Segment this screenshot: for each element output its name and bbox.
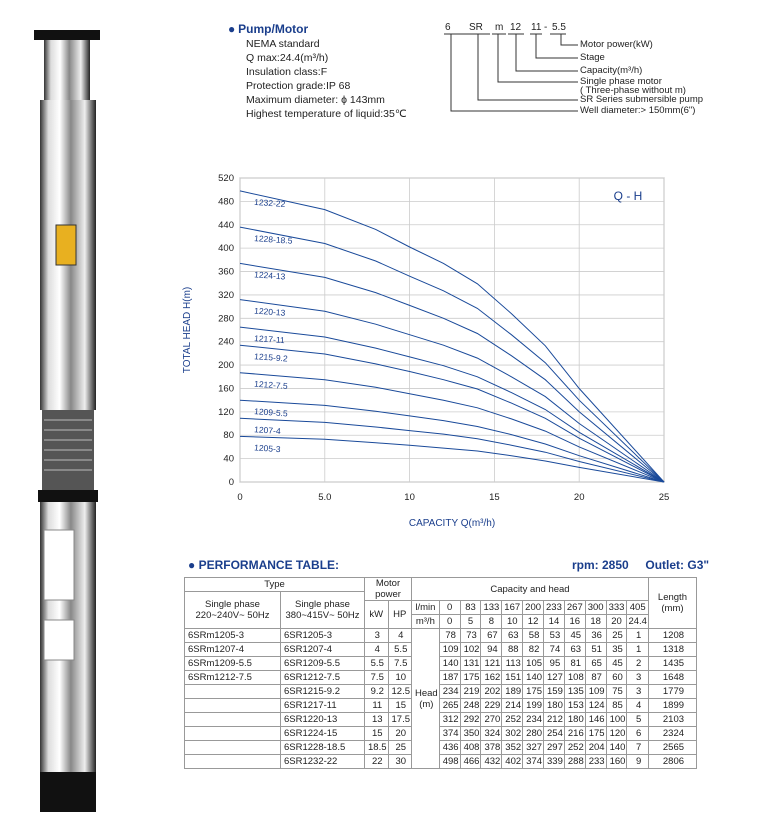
head-cell: 408: [460, 741, 481, 755]
length-cell: 1899: [648, 699, 696, 713]
head-cell: 63: [502, 629, 523, 643]
head-cell: 252: [564, 741, 585, 755]
head-cell: 352: [502, 741, 523, 755]
head-cell: 4: [627, 699, 649, 713]
spec-block: [228, 22, 407, 121]
code-label: Motor power(kW): [580, 39, 653, 50]
bullet-icon: ●: [228, 22, 236, 36]
series-label: 1212-7.5: [253, 378, 289, 392]
model-single: 6SRm1205-3: [185, 629, 281, 643]
qh-chart: [178, 170, 698, 530]
table-row: [185, 713, 697, 727]
m3h-cell: 16: [564, 615, 585, 629]
lmin-cell: 300: [585, 601, 606, 615]
head-cell: 58: [523, 629, 544, 643]
series-label: 1228-18.5: [253, 233, 293, 246]
spec-line: Highest temperature of liquid:35℃: [246, 108, 407, 120]
th-m3h: m³/h: [412, 615, 440, 629]
th-type: Type: [185, 578, 365, 592]
table-row: [185, 755, 697, 769]
th-lmin: l/min: [412, 601, 440, 615]
series-label: 1205-3: [253, 442, 281, 455]
head-cell: 212: [544, 713, 565, 727]
code-part: 5.5: [552, 22, 566, 33]
lmin-cell: 233: [544, 601, 565, 615]
rpm-text: rpm: 2850: [572, 558, 629, 572]
model-single: 6SRm1209-5.5: [185, 657, 281, 671]
model-three: 6SR1228-18.5: [281, 741, 365, 755]
head-cell: 292: [460, 713, 481, 727]
head-cell: 95: [544, 657, 565, 671]
head-cell: 324: [481, 727, 502, 741]
head-cell: 402: [502, 755, 523, 769]
code-part: m: [495, 22, 504, 33]
hp-cell: 30: [388, 755, 412, 769]
y-tick-label: 80: [223, 430, 234, 442]
code-part: -: [544, 22, 548, 33]
table-row: [185, 699, 697, 713]
head-cell: 234: [439, 685, 460, 699]
head-cell: 67: [481, 629, 502, 643]
head-cell: 151: [502, 671, 523, 685]
kw-cell: 9.2: [365, 685, 389, 699]
head-cell: 297: [544, 741, 565, 755]
head-cell: 204: [585, 741, 606, 755]
model-three: 6SR1207-4: [281, 643, 365, 657]
length-cell: 2565: [648, 741, 696, 755]
head-cell: 81: [564, 657, 585, 671]
head-cell: 35: [606, 643, 627, 657]
x-tick-label: 20: [573, 492, 585, 503]
head-cell: 180: [564, 713, 585, 727]
head-cell: 466: [460, 755, 481, 769]
head-cell: 199: [523, 699, 544, 713]
head-cell: 339: [544, 755, 565, 769]
y-tick-label: 160: [218, 383, 234, 395]
performance-table: [184, 577, 697, 769]
kw-cell: 3: [365, 629, 389, 643]
head-cell: 265: [439, 699, 460, 713]
lmin-cell: 167: [502, 601, 523, 615]
head-cell: 102: [460, 643, 481, 657]
head-cell: 2: [627, 657, 649, 671]
lmin-cell: 0: [439, 601, 460, 615]
kw-cell: 4: [365, 643, 389, 657]
kw-cell: 18.5: [365, 741, 389, 755]
head-cell: 175: [585, 727, 606, 741]
head-cell: 288: [564, 755, 585, 769]
head-cell: 60: [606, 671, 627, 685]
lmin-cell: 267: [564, 601, 585, 615]
model-single: 6SRm1207-4: [185, 643, 281, 657]
kw-cell: 22: [365, 755, 389, 769]
model-three: 6SR1217-11: [281, 699, 365, 713]
perf-title: [188, 558, 339, 572]
head-cell: 7: [627, 741, 649, 755]
m3h-cell: 14: [544, 615, 565, 629]
y-tick-label: 400: [218, 243, 234, 255]
y-tick-label: 280: [218, 313, 234, 325]
spec-line: Protection grade:IP 68: [246, 80, 351, 92]
th-hp: HP: [388, 601, 412, 629]
length-cell: 1435: [648, 657, 696, 671]
kw-cell: 11: [365, 699, 389, 713]
code-label: Single phase motor: [580, 76, 662, 87]
head-cell: 131: [460, 657, 481, 671]
series-label: 1224-13: [253, 269, 286, 282]
head-cell: 105: [523, 657, 544, 671]
head-cell: 312: [439, 713, 460, 727]
y-tick-label: 200: [218, 360, 234, 372]
head-cell: 9: [627, 755, 649, 769]
series-label: 1232-22: [253, 196, 286, 210]
head-cell: 113: [502, 657, 523, 671]
head-cell: 45: [606, 657, 627, 671]
series-label: 1220-13: [253, 305, 286, 318]
head-cell: 1: [627, 643, 649, 657]
table-row: [185, 643, 697, 657]
head-cell: 233: [585, 755, 606, 769]
model-single: [185, 755, 281, 769]
lmin-cell: 405: [627, 601, 649, 615]
code-part: 11: [531, 22, 542, 33]
head-cell: 248: [460, 699, 481, 713]
head-cell: 82: [523, 643, 544, 657]
y-tick-label: 0: [228, 477, 234, 488]
x-tick-label: 10: [404, 492, 415, 503]
th-single: Single phase 220~240V~ 50Hz: [185, 592, 281, 629]
pump-illustration: [30, 0, 108, 822]
head-cell: 159: [544, 685, 565, 699]
head-cell: 109: [585, 685, 606, 699]
th-head: Head (m): [412, 629, 440, 769]
length-cell: 1318: [648, 643, 696, 657]
plot-frame: [240, 178, 664, 482]
head-cell: 78: [439, 629, 460, 643]
kw-cell: 7.5: [365, 671, 389, 685]
th-length: Length (mm): [648, 578, 696, 629]
head-cell: 75: [606, 685, 627, 699]
head-cell: 63: [564, 643, 585, 657]
th-three: Single phase 380~415V~ 50Hz: [281, 592, 365, 629]
m3h-cell: 20: [606, 615, 627, 629]
model-single: 6SRm1212-7.5: [185, 671, 281, 685]
hp-cell: 20: [388, 727, 412, 741]
head-cell: 187: [439, 671, 460, 685]
head-cell: 85: [606, 699, 627, 713]
x-tick-label: 5.0: [318, 492, 332, 503]
head-cell: 74: [544, 643, 565, 657]
lmin-cell: 83: [460, 601, 481, 615]
spec-line: Q max:24.4(m³/h): [246, 52, 329, 64]
head-cell: 5: [627, 713, 649, 727]
spec-line: NEMA standard: [246, 38, 320, 50]
lmin-cell: 133: [481, 601, 502, 615]
head-cell: 6: [627, 727, 649, 741]
hp-cell: 4: [388, 629, 412, 643]
series-label: 1207-4: [253, 424, 281, 437]
m3h-cell: 8: [481, 615, 502, 629]
head-cell: 302: [502, 727, 523, 741]
length-cell: 1648: [648, 671, 696, 685]
code-part: 12: [510, 22, 522, 33]
kw-cell: 5.5: [365, 657, 389, 671]
head-cell: 120: [606, 727, 627, 741]
head-cell: 140: [523, 671, 544, 685]
y-axis-label: TOTAL HEAD H(m): [182, 286, 193, 374]
head-cell: 254: [544, 727, 565, 741]
m3h-cell: 10: [502, 615, 523, 629]
hp-cell: 10: [388, 671, 412, 685]
head-cell: 270: [481, 713, 502, 727]
length-cell: 2324: [648, 727, 696, 741]
y-tick-label: 40: [223, 453, 234, 465]
series-label: 1217-11: [253, 333, 286, 346]
head-cell: 94: [481, 643, 502, 657]
head-cell: 3: [627, 671, 649, 685]
rpm-outlet: [572, 558, 709, 572]
head-cell: 140: [439, 657, 460, 671]
m3h-cell: 5: [460, 615, 481, 629]
kw-cell: 13: [365, 713, 389, 727]
head-cell: 3: [627, 685, 649, 699]
head-cell: 350: [460, 727, 481, 741]
head-cell: 127: [544, 671, 565, 685]
x-tick-label: 15: [489, 492, 500, 503]
spec-line: Insulation class:F: [246, 66, 328, 78]
lmin-cell: 200: [523, 601, 544, 615]
table-row: [185, 657, 697, 671]
head-cell: 124: [585, 699, 606, 713]
hp-cell: 17.5: [388, 713, 412, 727]
length-cell: 2103: [648, 713, 696, 727]
code-label: Well diameter:> 150mm(6"): [580, 105, 696, 116]
head-cell: 374: [439, 727, 460, 741]
hp-cell: 7.5: [388, 657, 412, 671]
model-three: 6SR1205-3: [281, 629, 365, 643]
model-single: [185, 741, 281, 755]
y-tick-label: 360: [218, 266, 234, 278]
model-three: 6SR1220-13: [281, 713, 365, 727]
head-cell: 180: [544, 699, 565, 713]
head-cell: 146: [585, 713, 606, 727]
y-tick-label: 120: [218, 406, 234, 418]
model-three: 6SR1215-9.2: [281, 685, 365, 699]
model-single: [185, 727, 281, 741]
head-cell: 498: [439, 755, 460, 769]
x-tick-label: 0: [237, 492, 243, 503]
model-single: [185, 713, 281, 727]
model-three: 6SR1232-22: [281, 755, 365, 769]
head-cell: 140: [606, 741, 627, 755]
head-cell: 45: [564, 629, 585, 643]
head-cell: 234: [523, 713, 544, 727]
spec-line: Maximum diameter: ϕ 143mm: [246, 94, 385, 106]
chart-title: Q - H: [613, 189, 643, 203]
hp-cell: 12.5: [388, 685, 412, 699]
th-capacity: Capacity and head: [412, 578, 649, 601]
head-cell: 229: [481, 699, 502, 713]
head-cell: 175: [523, 685, 544, 699]
head-cell: 51: [585, 643, 606, 657]
head-cell: 160: [606, 755, 627, 769]
code-part: SR: [469, 22, 483, 33]
series-label: 1215-9.2: [253, 351, 289, 364]
m3h-cell: 12: [523, 615, 544, 629]
head-cell: 432: [481, 755, 502, 769]
y-tick-label: 320: [218, 289, 234, 301]
code-label: Capacity(m³/h): [580, 65, 643, 76]
head-cell: 100: [606, 713, 627, 727]
head-cell: 162: [481, 671, 502, 685]
model-three: 6SR1224-15: [281, 727, 365, 741]
th-motor: Motor power: [365, 578, 412, 601]
table-row: [185, 741, 697, 755]
code-label: Stage: [580, 52, 605, 63]
th-kw: kW: [365, 601, 389, 629]
kw-cell: 15: [365, 727, 389, 741]
y-tick-label: 520: [218, 173, 234, 184]
series-label: 1209-5.5: [253, 406, 289, 419]
lmin-cell: 333: [606, 601, 627, 615]
code-part: 6: [445, 22, 451, 33]
code-label: ( Three-phase without m): [580, 85, 686, 96]
hp-cell: 5.5: [388, 643, 412, 657]
head-cell: 53: [544, 629, 565, 643]
model-code-diagram: [440, 22, 740, 122]
head-cell: 73: [460, 629, 481, 643]
m3h-cell: 18: [585, 615, 606, 629]
perf-title-text: PERFORMANCE TABLE:: [198, 558, 340, 572]
head-cell: 1: [627, 629, 649, 643]
head-cell: 378: [481, 741, 502, 755]
head-cell: 219: [460, 685, 481, 699]
head-cell: 135: [564, 685, 585, 699]
head-cell: 175: [460, 671, 481, 685]
head-cell: 214: [502, 699, 523, 713]
table-row: [185, 671, 697, 685]
table-row: [185, 727, 697, 741]
model-three: 6SR1209-5.5: [281, 657, 365, 671]
spec-title: Pump/Motor: [238, 22, 309, 36]
head-cell: 327: [523, 741, 544, 755]
x-axis-label: CAPACITY Q(m³/h): [408, 518, 496, 529]
x-tick-label: 25: [658, 492, 670, 503]
y-tick-label: 480: [218, 196, 234, 208]
head-cell: 153: [564, 699, 585, 713]
m3h-cell: 24.4: [628, 616, 647, 627]
head-cell: 202: [481, 685, 502, 699]
head-cell: 436: [439, 741, 460, 755]
head-cell: 280: [523, 727, 544, 741]
model-single: [185, 685, 281, 699]
head-cell: 252: [502, 713, 523, 727]
head-cell: 108: [564, 671, 585, 685]
hp-cell: 15: [388, 699, 412, 713]
model-three: 6SR1212-7.5: [281, 671, 365, 685]
m3h-cell: 0: [439, 615, 460, 629]
table-row: [185, 629, 697, 643]
bullet-icon: ●: [188, 558, 199, 572]
head-cell: 36: [585, 629, 606, 643]
model-single: [185, 699, 281, 713]
length-cell: 2806: [648, 755, 696, 769]
table-row: [185, 685, 697, 699]
code-label: SR Series submersible pump: [580, 94, 704, 105]
head-cell: 374: [523, 755, 544, 769]
head-cell: 65: [585, 657, 606, 671]
head-cell: 87: [585, 671, 606, 685]
head-cell: 121: [481, 657, 502, 671]
head-cell: 189: [502, 685, 523, 699]
y-tick-label: 240: [218, 336, 234, 348]
y-tick-label: 440: [218, 219, 234, 231]
head-cell: 109: [439, 643, 460, 657]
outlet-text: Outlet: G3": [645, 558, 710, 572]
length-cell: 1779: [648, 685, 696, 699]
head-cell: 216: [564, 727, 585, 741]
head-cell: 88: [502, 643, 523, 657]
length-cell: 1208: [648, 629, 696, 643]
hp-cell: 25: [388, 741, 412, 755]
head-cell: 25: [606, 629, 627, 643]
